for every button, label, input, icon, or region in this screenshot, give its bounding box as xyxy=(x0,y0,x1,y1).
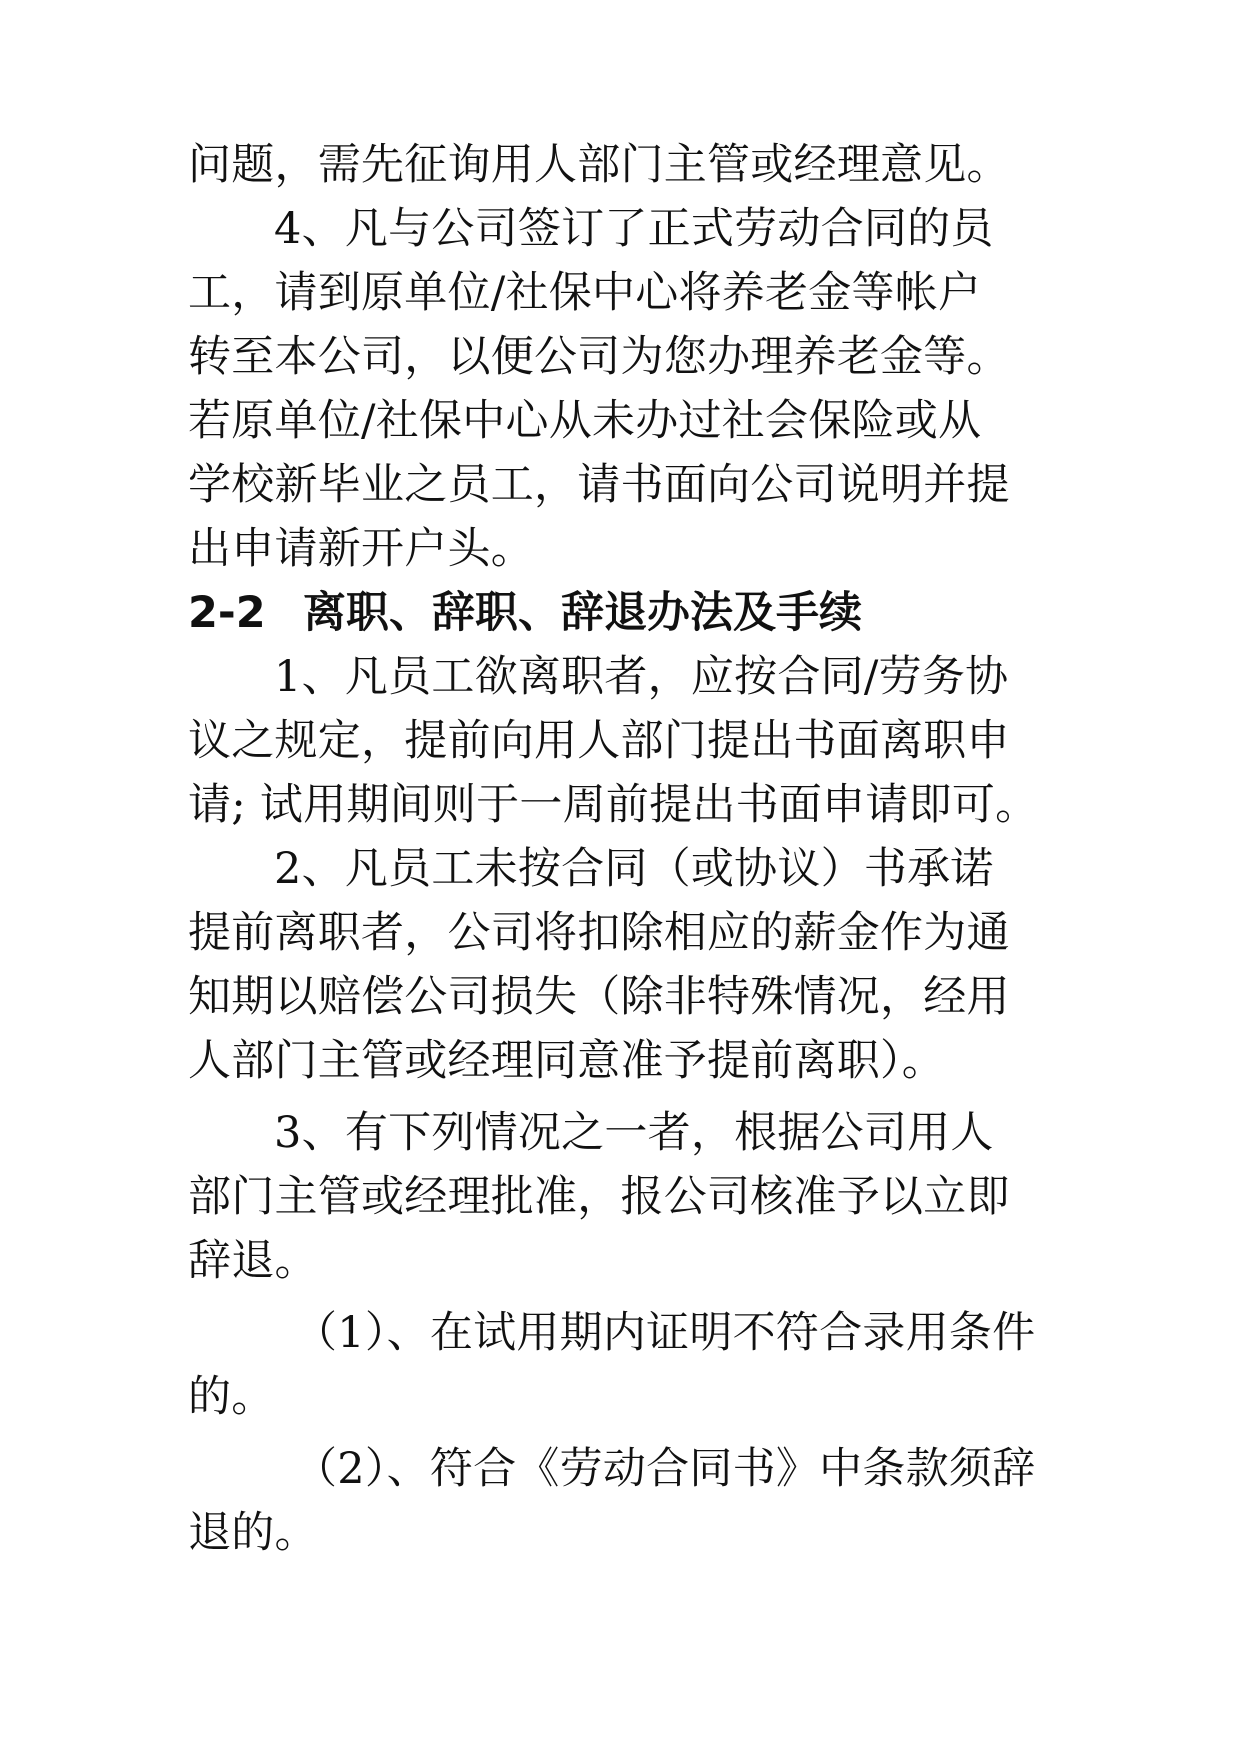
body-text-line: 议之规定，提前向用人部门提出书面离职申 xyxy=(188,716,1010,766)
body-text-line: 学校新毕业之员工，请书面向公司说明并提 xyxy=(188,460,1010,510)
body-text-line: 部门主管或经理批准，报公司核准予以立即 xyxy=(188,1172,1010,1222)
body-text-line: 提前离职者，公司将扣除相应的薪金作为通 xyxy=(188,908,1010,958)
body-text-line: 请; 试用期间则于一周前提出书面申请即可。 xyxy=(188,780,1039,830)
body-text-line: 人部门主管或经理同意准予提前离职）。 xyxy=(188,1036,945,1086)
body-text-line: 2、凡员工未按合同（或协议）书承诺 xyxy=(274,844,994,894)
body-text-line: 的。 xyxy=(188,1372,275,1422)
body-text-line: 知期以赔偿公司损失（除非特殊情况，经用 xyxy=(188,972,1010,1022)
body-text-line: （2）、符合《劳动合同书》中条款须辞 xyxy=(294,1444,1036,1494)
body-text-line: 问题，需先征询用人部门主管或经理意见。 xyxy=(188,140,1010,190)
section-title: 离职、辞职、辞退办法及手续 xyxy=(303,588,862,638)
section-number: 2-2 xyxy=(188,588,266,638)
body-text-line: 1、凡员工欲离职者，应按合同/劳务协 xyxy=(274,652,1009,702)
body-text-line: 出申请新开户头。 xyxy=(188,524,534,574)
body-text-line: 工，请到原单位/社保中心将养老金等帐户 xyxy=(188,268,982,318)
body-text-line: 4、凡与公司签订了正式劳动合同的员 xyxy=(274,204,994,254)
body-text-line: 退的。 xyxy=(188,1508,318,1558)
section-heading xyxy=(188,581,1058,645)
body-text-line: 若原单位/社保中心从未办过社会保险或从 xyxy=(188,396,982,446)
body-text-line: 辞退。 xyxy=(188,1236,318,1286)
body-text-line: 转至本公司，以便公司为您办理养老金等。 xyxy=(188,332,1010,382)
body-text-line: （1）、在试用期内证明不符合录用条件 xyxy=(294,1308,1036,1358)
body-text-line: 3、有下列情况之一者，根据公司用人 xyxy=(274,1108,994,1158)
